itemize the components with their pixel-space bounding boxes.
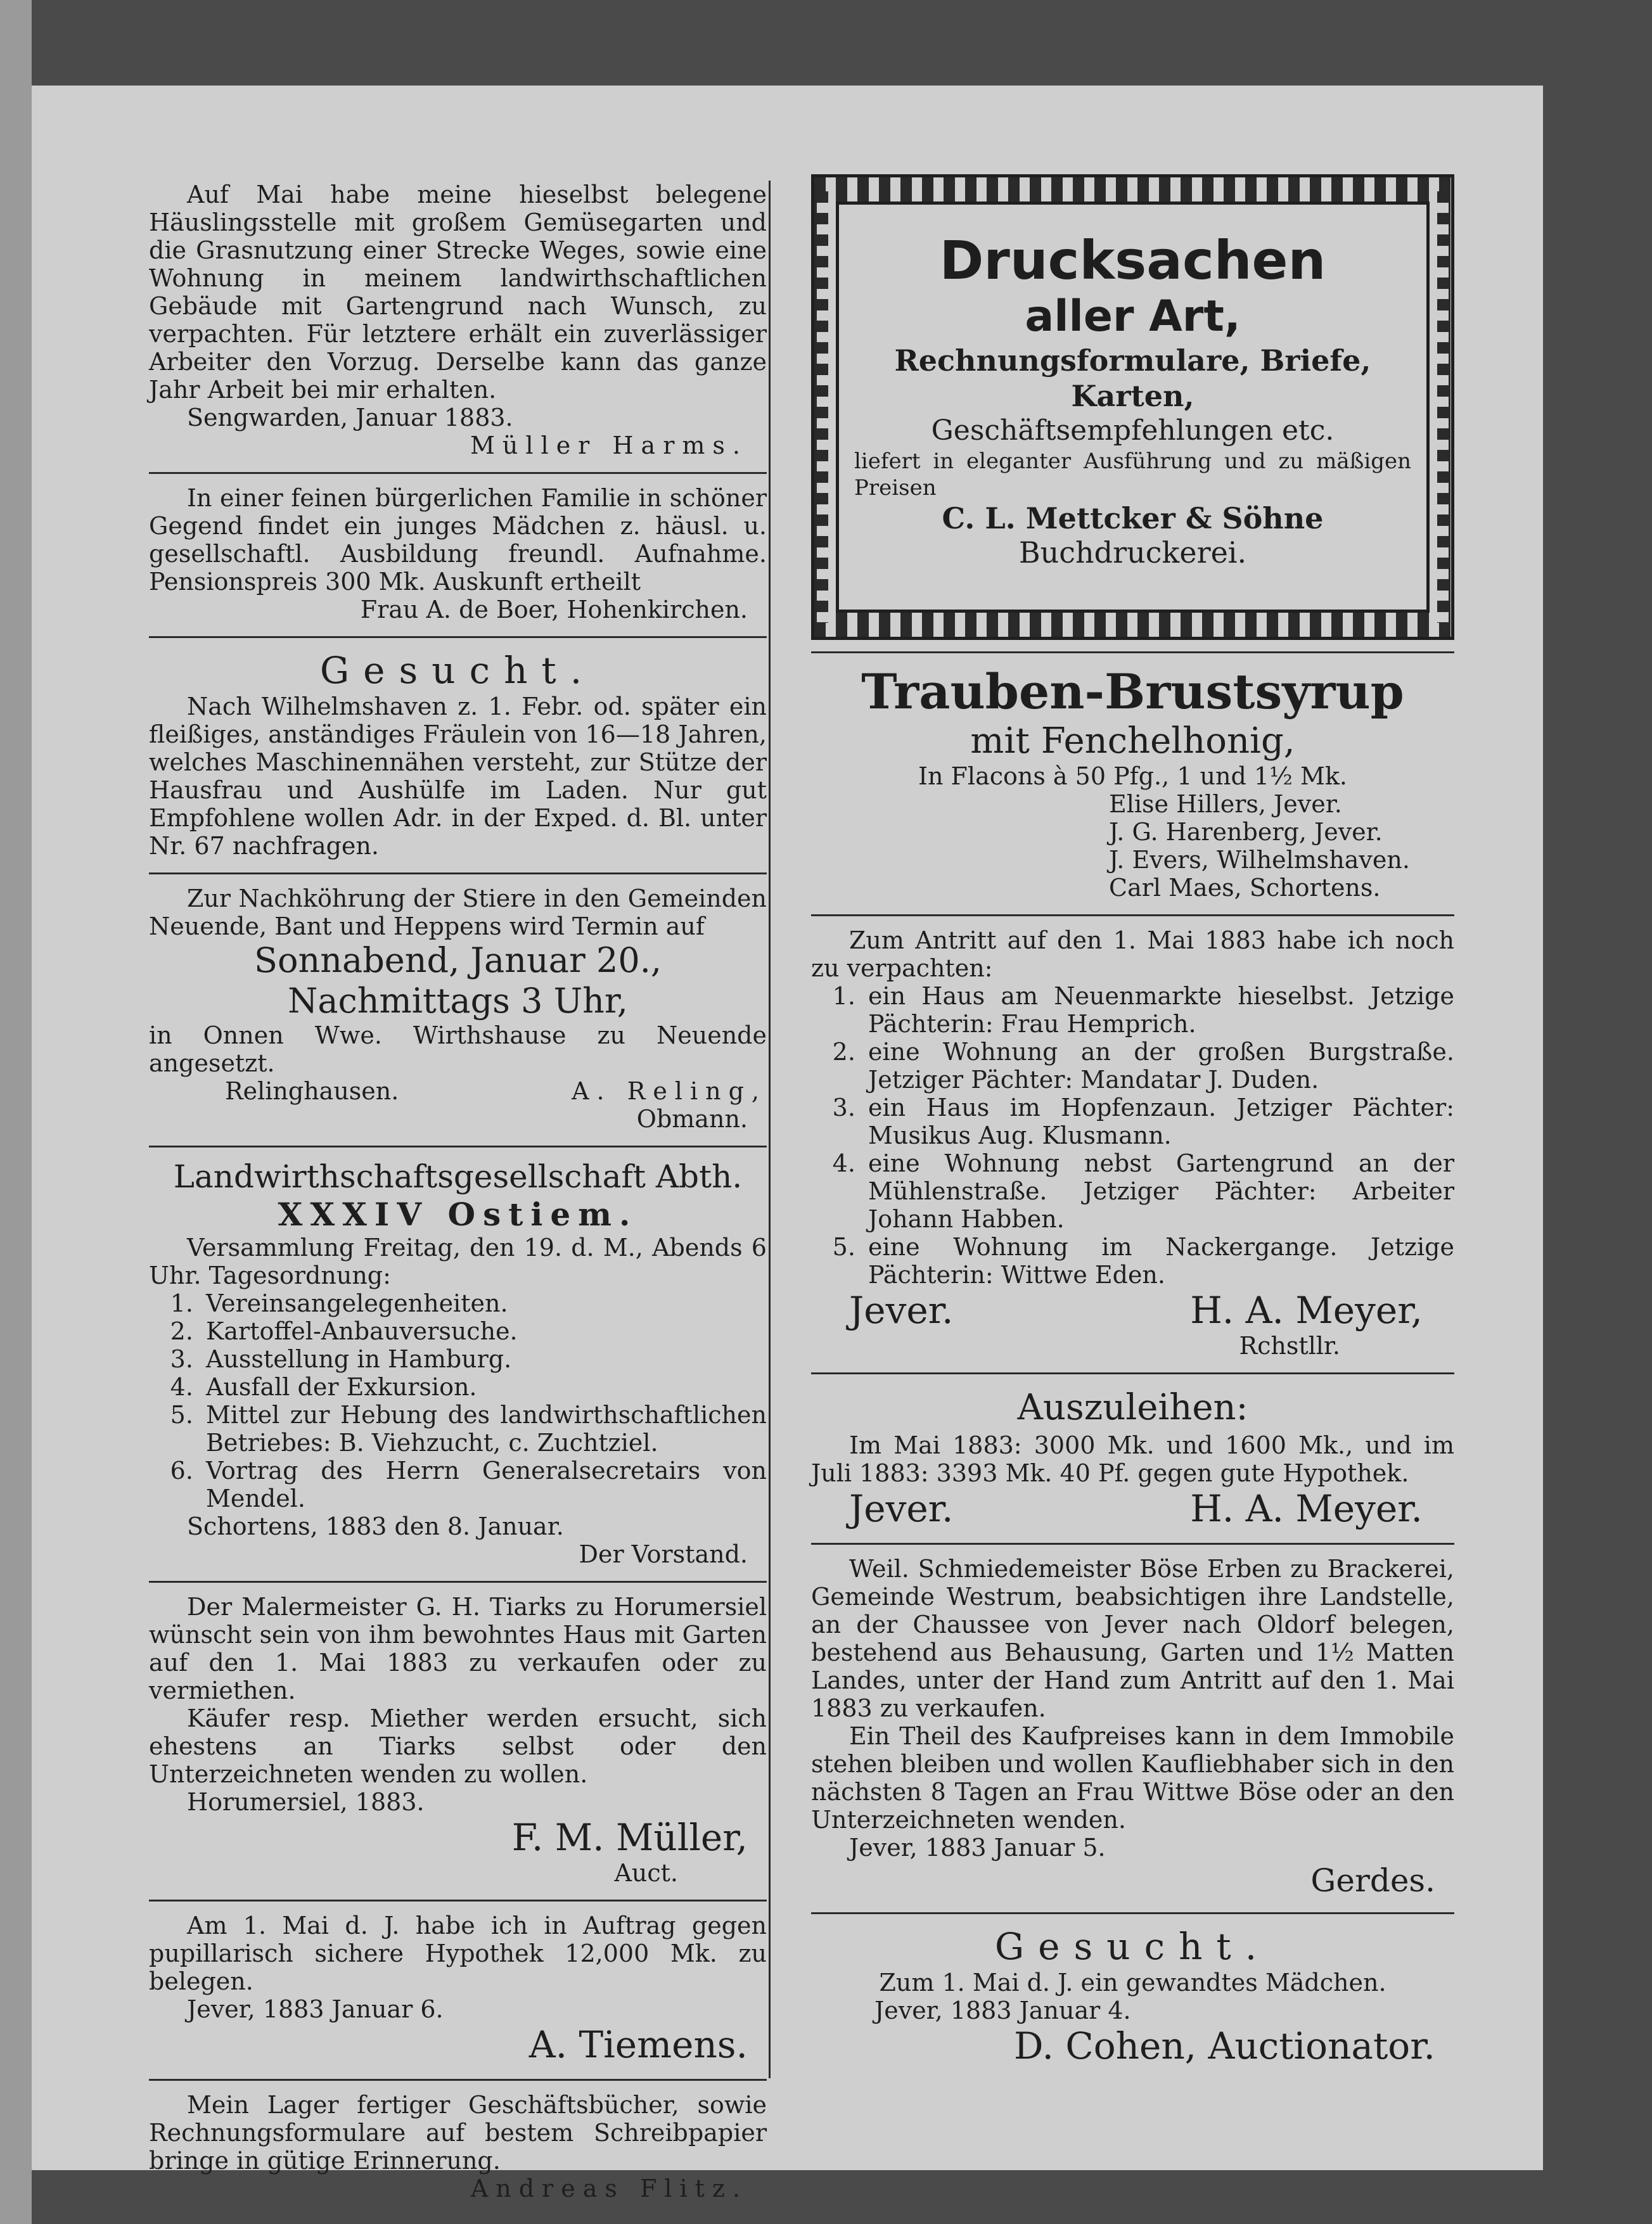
ad-place-date: Jever, 1883 Januar 4. [874,1997,1131,2024]
vendor-item: Elise Hillers, Jever. [1109,790,1342,818]
ad-brustsyrup [811,657,1454,911]
ad-signature: A. Tiemens. [528,2023,748,2066]
separator-rule [149,872,767,874]
ad-signature: Frau A. de Boer, Hohenkirchen. [360,596,748,623]
agenda-item: 1. Vereinsangelegenheiten. [201,1289,767,1317]
ad-role: Rchstllr. [1239,1332,1340,1360]
ad-subheading: mit Fenchelhonig, [970,720,1295,762]
lease-item: 4. eine Wohnung nebst Gartengrund an der Mühlenstraße. Jetziger Pächter: Arbeiter Johann Habben. [863,1149,1454,1233]
separator-rule [149,472,767,474]
frame-subtitle: aller Art, [1025,291,1241,342]
vendor-item: J. Evers, Wilhelmshaven. [1109,846,1410,874]
ad-heading: Gesucht. [994,1925,1271,1968]
frame-border-right [1437,191,1449,623]
ad-gesucht-fraeulein [149,642,767,869]
ad-signature: Gerdes. [1310,1862,1435,1899]
book-spine [0,0,32,2224]
ad-place-date: Jever, 1883 Januar 6. [187,1995,444,2023]
frame-line: Rechnungsformulare, Briefe, Karten, [894,343,1371,413]
ad-pension [149,478,767,632]
ad-place: Jever. [849,1487,954,1530]
left-column [149,174,767,2211]
newspaper-page [32,86,1543,2202]
drucksachen-framed-ad [811,174,1454,640]
ad-body: Nach Wilhelmshaven z. 1. Febr. od. später ein fleißiges, anständiges Fräulein von 16—18 Jahren, welches Maschinennähen versteht, zur Stütze der Hausfrau und Aushülfe im Laden. Nur gut Empfohlene wollen Adr. in der Exped. d. Bl. unter Nr. 67 nachfragen. [149,693,767,860]
ad-place: Jever. [849,1289,954,1332]
lease-item: 2. eine Wohnung an der großen Burgstraße. Jetziger Pächter: Mandatar J. Duden. [863,1038,1454,1094]
separator-rule [149,1146,767,1147]
agenda-item: 2. Kartoffel-Anbauversuche. [201,1317,767,1345]
ad-heading: Landwirthschaftsgesellschaft Abth. [173,1158,743,1195]
separator-rule [811,1543,1454,1545]
ad-signature: H. A. Meyer, [1190,1289,1423,1332]
frame-text: liefert in eleganter Ausführung und zu mäßigen Preisen [854,449,1411,501]
frame-border-left [817,191,828,623]
separator-rule [811,651,1454,653]
ad-body: Zum 1. Mai d. J. ein gewandtes Mädchen. [879,1969,1386,1997]
separator-rule [149,2079,767,2081]
frame-firm-type: Buchdruckerei. [1018,535,1247,570]
ad-role: Obmann. [636,1105,748,1133]
ad-body: Weil. Schmiedemeister Böse Erben zu Brackerei, Gemeinde Westrum, beabsichtigen ihre Landstelle, an der Chaussee von Jever nach Oldorf belegen, bestehend aus Behausung, Garten und 1½ Matten Landes, unter der Hand zum Antritt auf den 1. Mai 1883 zu verkaufen. [811,1555,1454,1722]
ad-place-date: Sengwarden, Januar 1883. [187,404,513,431]
separator-rule [811,1912,1454,1914]
ad-tiarks [149,1587,767,1896]
ad-heading: Gesucht. [319,649,596,692]
frame-content [836,201,1430,613]
agenda-item: 6. Vortrag des Herrn Generalsecretairs von Mendel. [201,1457,767,1512]
separator-rule [149,1900,767,1901]
ad-footer [811,1487,1454,1530]
ad-signature: A. Reling, [572,1077,767,1105]
ad-geschaeftsbuecher [149,2085,767,2211]
ad-landwirthschaftsgesellschaft [149,1151,767,1577]
agenda-list [149,1289,767,1512]
ad-gesucht-maedchen [811,1918,1454,2076]
lease-item: 3. ein Haus im Hopfenzaun. Jetziger Pächter: Musikus Aug. Klusmann. [863,1094,1454,1149]
ad-signature: Andreas Flitz. [470,2175,748,2202]
agenda-item: 5. Mittel zur Hebung des landwirthschaftlichen Betriebes: B. Viehzucht, c. Zuchtziel. [201,1401,767,1457]
ad-signature: H. A. Meyer. [1190,1487,1423,1530]
ad-signature: Der Vorstand. [579,1540,748,1568]
ad-place-date: Schortens, 1883 den 8. Januar. [187,1512,564,1540]
ad-haeuslingsstelle [149,174,767,468]
right-column [811,174,1454,2076]
ad-intro: Versammlung Freitag, den 19. d. M., Abends 6 Uhr. Tagesordnung: [149,1234,767,1289]
ad-signature: D. Cohen, Auctionator. [1014,2024,1435,2067]
ad-landstelle [811,1549,1454,1908]
ad-signature: Müller Harms. [470,431,748,459]
ad-body: Zur Nachköhrung der Stiere in den Gemeinden Neuende, Bant und Heppens wird Termin auf [149,885,767,940]
frame-firm: C. L. Mettcker & Söhne [942,501,1324,535]
separator-rule [811,914,1454,916]
ad-heading: Auszuleihen: [1017,1387,1248,1428]
vendor-list [811,790,1454,902]
ad-body: In einer feinen bürgerlichen Familie in schöner Gegend findet ein junges Mädchen z. häusl. u. gesellschaftl. Ausbildung freundl. Aufnahme. Pensionspreis 300 Mk. Auskunft ertheilt [149,484,767,596]
frame-line: Geschäftsempfehlungen etc. [931,414,1335,447]
ad-body: Am 1. Mai d. J. habe ich in Auftrag gegen pupillarisch sichere Hypothek 12,000 Mk. zu belegen. [149,1912,767,1995]
agenda-item: 4. Ausfall der Exkursion. [201,1373,767,1401]
ad-footer [149,1077,767,1105]
column-divider [769,181,771,2078]
ad-verpachtung [811,920,1454,1369]
separator-rule [149,636,767,638]
ad-body: Im Mai 1883: 3000 Mk. und 1600 Mk., und im Juli 1883: 3393 Mk. 40 Pf. gegen gute Hypothek. [811,1431,1454,1487]
ad-role: Auct. [614,1859,678,1887]
separator-rule [149,1581,767,1583]
agenda-item: 3. Ausstellung in Hamburg. [201,1345,767,1373]
ad-signature: F. M. Müller, [511,1816,748,1859]
ad-body: Ein Theil des Kaufpreises kann in dem Immobile stehen bleiben und wollen Kaufliebhaber sich in den nächsten 8 Tagen an Frau Wittwe Böse oder an den Unterzeichneten wenden. [811,1722,1454,1834]
ad-hypothek [149,1905,767,2075]
ad-heading-2: XXXIV Ostiem. [278,1196,638,1233]
lease-item: 1. ein Haus am Neuenmarkte hieselbst. Jetzige Pächterin: Frau Hemprich. [863,982,1454,1038]
frame-title: Drucksachen [939,229,1326,291]
separator-rule [811,1372,1454,1374]
ad-body: in Onnen Wwe. Wirthshause zu Neuende angesetzt. [149,1021,767,1077]
ad-footer [811,1289,1454,1332]
ad-heading: Trauben-Brustsyrup [861,663,1404,720]
ad-place-date: Horumersiel, 1883. [187,1788,425,1816]
ad-body: Mein Lager fertiger Geschäftsbücher, sowie Rechnungsformulare auf bestem Schreibpapier bringe in gütige Erinnerung. [149,2091,767,2175]
ad-body: Käufer resp. Miether werden ersucht, sich ehestens an Tiarks selbst oder den Unterzeichneten wenden zu wollen. [149,1704,767,1788]
ad-intro: Zum Antritt auf den 1. Mai 1883 habe ich noch zu verpachten: [811,926,1454,982]
ad-date: Sonnabend, Januar 20., Nachmittags 3 Uhr, [253,940,662,1021]
ad-auszuleihen [811,1378,1454,1539]
ad-body: Der Malermeister G. H. Tiarks zu Horumersiel wünscht sein von ihm bewohntes Haus mit Garten auf den 1. Mai 1883 zu verkaufen oder zu vermiethen. [149,1593,767,1704]
ad-price: In Flacons à 50 Pfg., 1 und 1½ Mk. [918,762,1348,790]
lease-item: 5. eine Wohnung im Nackergange. Jetzige Pächterin: Wittwe Eden. [863,1233,1454,1289]
ad-place-date: Jever, 1883 Januar 5. [849,1834,1106,1862]
lease-list [811,982,1454,1289]
vendor-item: Carl Maes, Schortens. [1109,874,1381,902]
vendor-item: J. G. Harenberg, Jever. [1109,818,1383,846]
ad-place: Relinghausen. [225,1077,399,1105]
ad-stiere [149,878,767,1142]
ad-body: Auf Mai habe meine hieselbst belegene Häuslingsstelle mit großem Gemüsegarten und die Grasnutzung einer Strecke Weges, sowie eine Wohnung in meinem landwirthschaftlichen Gebäude mit Gartengrund nach Wunsch, zu verpachten. Für letztere erhält ein zuverlässiger Arbeiter den Vorzug. Derselbe kann das ganze Jahr Arbeit bei mir erhalten. [149,181,767,404]
